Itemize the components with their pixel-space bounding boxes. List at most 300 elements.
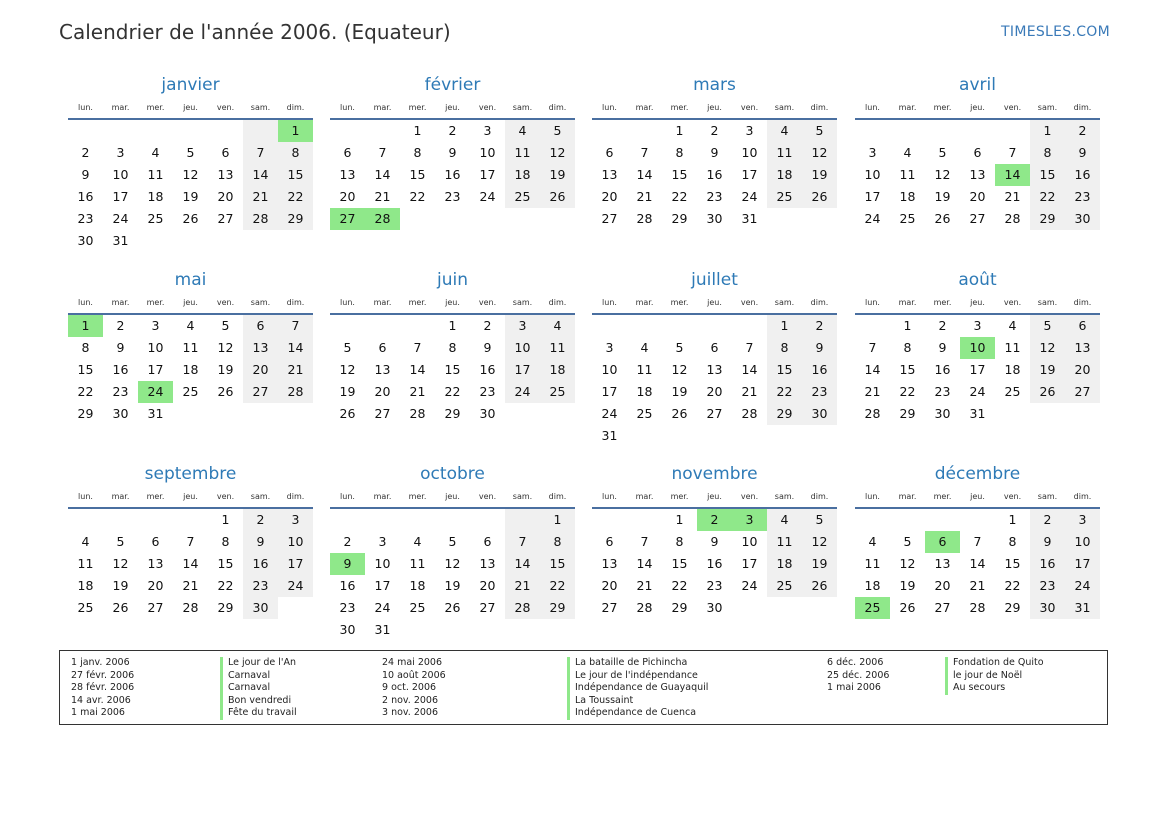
day-cell: 6 bbox=[710, 340, 719, 355]
weekday-label: mar. bbox=[373, 103, 392, 112]
day-cell: 3 bbox=[605, 340, 614, 355]
day-cell: 16 bbox=[934, 362, 951, 377]
legend-holiday-date: 10 août 2006 bbox=[382, 669, 446, 681]
day-cell: 31 bbox=[112, 233, 129, 248]
empty-day-cell bbox=[103, 509, 138, 531]
empty-day-cell bbox=[855, 315, 890, 337]
day-cell: 14 bbox=[243, 164, 278, 186]
day-cell: 12 bbox=[671, 362, 688, 377]
month-2 bbox=[592, 72, 837, 230]
day-cell: 13 bbox=[601, 167, 618, 182]
day-grid bbox=[855, 509, 1100, 619]
day-cell: 11 bbox=[864, 556, 881, 571]
weekday-label: lun. bbox=[602, 103, 617, 112]
empty-day-cell bbox=[627, 315, 662, 337]
site-link[interactable]: TIMESLES.COM bbox=[1001, 24, 1110, 40]
day-cell: 3 bbox=[151, 318, 160, 333]
day-cell: 16 bbox=[77, 189, 94, 204]
day-cell: 2 bbox=[448, 123, 457, 138]
weekday-label: dim. bbox=[810, 103, 829, 112]
weekday-label: sam. bbox=[774, 103, 795, 112]
weekday-label: mer. bbox=[933, 492, 952, 501]
day-cell: 26 bbox=[899, 600, 916, 615]
day-cell: 5 bbox=[186, 145, 195, 160]
day-cell: 29 bbox=[899, 406, 916, 421]
day-cell: 17 bbox=[969, 362, 986, 377]
day-cell: 10 bbox=[1065, 531, 1100, 553]
legend-holiday-date: 14 avr. 2006 bbox=[71, 694, 131, 706]
day-cell: 8 bbox=[413, 145, 422, 160]
day-cell: 25 bbox=[147, 211, 164, 226]
day-cell: 2 bbox=[116, 318, 125, 333]
day-cell: 27 bbox=[147, 600, 164, 615]
holiday-legend bbox=[59, 650, 1108, 725]
day-cell: 15 bbox=[1004, 556, 1021, 571]
weekday-label: jeu. bbox=[970, 492, 985, 501]
weekday-label: dim. bbox=[810, 492, 829, 501]
day-cell: 22 bbox=[1004, 578, 1021, 593]
day-cell: 7 bbox=[640, 534, 649, 549]
weekday-label: mer. bbox=[146, 103, 165, 112]
day-cell: 5 bbox=[938, 145, 947, 160]
weekday-label: ven. bbox=[478, 103, 497, 112]
weekday-label: mar. bbox=[373, 298, 392, 307]
month-3 bbox=[855, 72, 1100, 230]
weekday-label: dim. bbox=[286, 492, 305, 501]
day-cell: 31 bbox=[1065, 597, 1100, 619]
day-cell: 23 bbox=[243, 575, 278, 597]
day-cell: 14 bbox=[409, 362, 426, 377]
month-name: décembre bbox=[934, 464, 1021, 484]
day-cell: 22 bbox=[444, 384, 461, 399]
day-cell: 31 bbox=[147, 406, 164, 421]
day-cell: 5 bbox=[116, 534, 125, 549]
weekday-label: mar. bbox=[898, 492, 917, 501]
day-cell: 28 bbox=[741, 406, 758, 421]
day-cell: 21 bbox=[278, 359, 313, 381]
weekday-label: sam. bbox=[512, 103, 533, 112]
month-name: janvier bbox=[161, 75, 220, 95]
day-cell: 22 bbox=[767, 381, 802, 403]
day-cell: 28 bbox=[969, 600, 986, 615]
day-cell: 26 bbox=[802, 186, 837, 208]
day-cell: 31 bbox=[741, 211, 758, 226]
day-cell: 3 bbox=[868, 145, 877, 160]
day-cell: 16 bbox=[706, 167, 723, 182]
weekday-label: dim. bbox=[548, 492, 567, 501]
weekday-header bbox=[68, 487, 313, 509]
day-cell: 22 bbox=[671, 189, 688, 204]
weekday-label: mer. bbox=[933, 103, 952, 112]
weekday-label: mar. bbox=[111, 103, 130, 112]
day-cell: 12 bbox=[899, 556, 916, 571]
day-cell: 8 bbox=[1008, 534, 1017, 549]
day-cell: 27 bbox=[1065, 381, 1100, 403]
day-cell: 4 bbox=[767, 120, 802, 142]
weekday-header bbox=[68, 293, 313, 315]
day-cell: 9 bbox=[1065, 142, 1100, 164]
weekday-label: ven. bbox=[1003, 492, 1022, 501]
day-cell: 15 bbox=[217, 556, 234, 571]
day-cell: 10 bbox=[147, 340, 164, 355]
empty-day-cell bbox=[243, 120, 278, 142]
day-cell: 4 bbox=[186, 318, 195, 333]
day-cell: 21 bbox=[182, 578, 199, 593]
holiday-day-cell: 9 bbox=[330, 553, 365, 575]
legend-holiday-name: Fête du travail bbox=[220, 707, 297, 720]
day-cell: 31 bbox=[969, 406, 986, 421]
day-cell: 17 bbox=[147, 362, 164, 377]
day-cell: 8 bbox=[448, 340, 457, 355]
day-cell: 1 bbox=[413, 123, 422, 138]
day-cell: 6 bbox=[243, 315, 278, 337]
day-cell: 24 bbox=[1065, 575, 1100, 597]
day-cell: 30 bbox=[1065, 208, 1100, 230]
day-cell: 9 bbox=[1030, 531, 1065, 553]
day-cell: 20 bbox=[147, 578, 164, 593]
day-cell: 18 bbox=[1004, 362, 1021, 377]
day-cell: 30 bbox=[77, 233, 94, 248]
day-cell: 4 bbox=[505, 120, 540, 142]
day-cell: 28 bbox=[409, 406, 426, 421]
day-cell: 11 bbox=[540, 337, 575, 359]
day-cell: 21 bbox=[374, 189, 391, 204]
weekday-label: mar. bbox=[635, 298, 654, 307]
day-cell: 29 bbox=[671, 600, 688, 615]
holiday-day-cell: 1 bbox=[68, 315, 103, 337]
day-cell: 18 bbox=[767, 553, 802, 575]
day-cell: 5 bbox=[221, 318, 230, 333]
day-cell: 15 bbox=[671, 167, 688, 182]
weekday-header bbox=[592, 487, 837, 509]
weekday-label: sam. bbox=[512, 492, 533, 501]
weekday-label: mar. bbox=[635, 103, 654, 112]
day-cell: 17 bbox=[374, 578, 391, 593]
day-cell: 17 bbox=[741, 556, 758, 571]
day-cell: 20 bbox=[374, 384, 391, 399]
empty-day-cell bbox=[400, 315, 435, 337]
weekday-label: ven. bbox=[216, 103, 235, 112]
weekday-header bbox=[592, 98, 837, 120]
day-cell: 7 bbox=[505, 531, 540, 553]
day-grid bbox=[592, 120, 837, 230]
day-cell: 30 bbox=[479, 406, 496, 421]
weekday-label: mar. bbox=[635, 492, 654, 501]
weekday-label: lun. bbox=[602, 298, 617, 307]
legend-holiday-date: 3 nov. 2006 bbox=[382, 707, 438, 719]
weekday-label: dim. bbox=[548, 298, 567, 307]
day-cell: 2 bbox=[483, 318, 492, 333]
day-cell: 7 bbox=[378, 145, 387, 160]
day-cell: 23 bbox=[77, 211, 94, 226]
day-cell: 5 bbox=[448, 534, 457, 549]
day-cell: 19 bbox=[444, 578, 461, 593]
day-cell: 8 bbox=[767, 337, 802, 359]
day-cell: 30 bbox=[112, 406, 129, 421]
day-cell: 12 bbox=[934, 167, 951, 182]
day-cell: 3 bbox=[505, 315, 540, 337]
weekday-label: mer. bbox=[670, 103, 689, 112]
empty-day-cell bbox=[890, 120, 925, 142]
day-cell: 4 bbox=[413, 534, 422, 549]
empty-day-cell bbox=[330, 120, 365, 142]
day-cell: 23 bbox=[934, 384, 951, 399]
day-cell: 15 bbox=[77, 362, 94, 377]
weekday-label: sam. bbox=[250, 103, 271, 112]
empty-day-cell bbox=[505, 509, 540, 531]
day-cell: 14 bbox=[278, 337, 313, 359]
day-grid bbox=[68, 509, 313, 619]
empty-day-cell bbox=[330, 315, 365, 337]
day-cell: 14 bbox=[864, 362, 881, 377]
day-cell: 1 bbox=[675, 123, 684, 138]
day-cell: 19 bbox=[899, 578, 916, 593]
legend-holiday-name: Fondation de Quito bbox=[945, 657, 1044, 670]
day-cell: 23 bbox=[444, 189, 461, 204]
day-cell: 13 bbox=[706, 362, 723, 377]
day-cell: 9 bbox=[710, 145, 719, 160]
day-cell: 19 bbox=[802, 164, 837, 186]
day-cell: 18 bbox=[636, 384, 653, 399]
day-cell: 25 bbox=[540, 381, 575, 403]
day-cell: 27 bbox=[243, 381, 278, 403]
day-cell: 20 bbox=[601, 578, 618, 593]
day-cell: 18 bbox=[409, 578, 426, 593]
day-grid bbox=[68, 120, 313, 252]
weekday-label: dim. bbox=[548, 103, 567, 112]
day-cell: 8 bbox=[903, 340, 912, 355]
day-cell: 12 bbox=[217, 340, 234, 355]
legend-holiday-name: Indépendance de Cuenca bbox=[567, 707, 708, 720]
legend-holiday-date: 25 déc. 2006 bbox=[827, 669, 890, 681]
empty-day-cell bbox=[68, 120, 103, 142]
month-5 bbox=[330, 267, 575, 425]
weekday-label: ven. bbox=[740, 103, 759, 112]
legend-holiday-name: La bataille de Pichincha bbox=[567, 657, 708, 670]
empty-day-cell bbox=[365, 509, 400, 531]
day-cell: 6 bbox=[605, 145, 614, 160]
day-cell: 8 bbox=[81, 340, 90, 355]
weekday-header bbox=[592, 293, 837, 315]
weekday-header bbox=[68, 98, 313, 120]
weekday-label: mer. bbox=[408, 298, 427, 307]
month-name: septembre bbox=[144, 464, 237, 484]
day-cell: 11 bbox=[182, 340, 199, 355]
day-cell: 19 bbox=[934, 189, 951, 204]
weekday-label: lun. bbox=[865, 298, 880, 307]
day-cell: 13 bbox=[339, 167, 356, 182]
day-cell: 19 bbox=[339, 384, 356, 399]
day-cell: 18 bbox=[182, 362, 199, 377]
day-cell: 24 bbox=[479, 189, 496, 204]
day-cell: 11 bbox=[1004, 340, 1021, 355]
day-cell: 10 bbox=[741, 145, 758, 160]
day-cell: 20 bbox=[934, 578, 951, 593]
day-cell: 12 bbox=[1030, 337, 1065, 359]
day-cell: 4 bbox=[540, 315, 575, 337]
day-cell: 12 bbox=[444, 556, 461, 571]
day-grid bbox=[330, 120, 575, 230]
day-cell: 4 bbox=[151, 145, 160, 160]
day-cell: 18 bbox=[147, 189, 164, 204]
day-cell: 21 bbox=[1004, 189, 1021, 204]
weekday-label: jeu. bbox=[707, 103, 722, 112]
day-grid bbox=[855, 315, 1100, 425]
month-name: juillet bbox=[691, 270, 738, 290]
day-cell: 31 bbox=[601, 428, 618, 443]
empty-day-cell bbox=[592, 315, 627, 337]
day-cell: 13 bbox=[243, 337, 278, 359]
day-cell: 19 bbox=[217, 362, 234, 377]
day-cell: 30 bbox=[243, 597, 278, 619]
month-10 bbox=[592, 461, 837, 619]
day-cell: 16 bbox=[1065, 164, 1100, 186]
day-cell: 10 bbox=[479, 145, 496, 160]
weekday-label: ven. bbox=[1003, 103, 1022, 112]
day-cell: 20 bbox=[969, 189, 986, 204]
day-cell: 6 bbox=[221, 145, 230, 160]
empty-day-cell bbox=[435, 509, 470, 531]
weekday-label: ven. bbox=[216, 492, 235, 501]
day-cell: 3 bbox=[378, 534, 387, 549]
weekday-label: mar. bbox=[111, 492, 130, 501]
day-cell: 18 bbox=[540, 359, 575, 381]
empty-day-cell bbox=[925, 120, 960, 142]
holiday-day-cell: 2 bbox=[697, 509, 732, 531]
weekday-label: jeu. bbox=[183, 298, 198, 307]
legend-holiday-name: le jour de Noël bbox=[945, 670, 1044, 683]
day-cell: 28 bbox=[636, 600, 653, 615]
day-cell: 2 bbox=[1030, 509, 1065, 531]
empty-day-cell bbox=[890, 509, 925, 531]
month-name: février bbox=[424, 75, 481, 95]
legend-holiday-date: 1 janv. 2006 bbox=[71, 657, 130, 668]
weekday-header bbox=[855, 487, 1100, 509]
day-cell: 27 bbox=[969, 211, 986, 226]
day-cell: 8 bbox=[278, 142, 313, 164]
day-cell: 6 bbox=[483, 534, 492, 549]
day-cell: 24 bbox=[601, 406, 618, 421]
legend-names-col-2 bbox=[567, 657, 708, 720]
day-cell: 13 bbox=[217, 167, 234, 182]
empty-day-cell bbox=[925, 509, 960, 531]
day-cell: 4 bbox=[1008, 318, 1017, 333]
empty-day-cell bbox=[173, 509, 208, 531]
day-cell: 26 bbox=[934, 211, 951, 226]
day-cell: 3 bbox=[973, 318, 982, 333]
holiday-day-cell: 24 bbox=[138, 381, 173, 403]
day-cell: 21 bbox=[969, 578, 986, 593]
weekday-label: lun. bbox=[340, 492, 355, 501]
day-cell: 16 bbox=[802, 359, 837, 381]
day-cell: 11 bbox=[77, 556, 94, 571]
weekday-header bbox=[855, 293, 1100, 315]
legend-holiday-date: 28 févr. 2006 bbox=[71, 682, 135, 694]
day-cell: 23 bbox=[479, 384, 496, 399]
weekday-label: ven. bbox=[740, 492, 759, 501]
weekday-label: jeu. bbox=[183, 492, 198, 501]
day-cell: 13 bbox=[147, 556, 164, 571]
weekday-label: ven. bbox=[1003, 298, 1022, 307]
day-cell: 13 bbox=[934, 556, 951, 571]
month-name: avril bbox=[959, 75, 996, 95]
day-cell: 11 bbox=[767, 142, 802, 164]
day-cell: 21 bbox=[741, 384, 758, 399]
weekday-label: ven. bbox=[216, 298, 235, 307]
weekday-label: sam. bbox=[1037, 103, 1058, 112]
day-cell: 19 bbox=[1030, 359, 1065, 381]
empty-day-cell bbox=[960, 120, 995, 142]
empty-day-cell bbox=[365, 315, 400, 337]
month-0 bbox=[68, 72, 313, 252]
month-8 bbox=[68, 461, 313, 619]
day-cell: 23 bbox=[1065, 186, 1100, 208]
day-cell: 12 bbox=[802, 531, 837, 553]
empty-day-cell bbox=[855, 120, 890, 142]
day-cell: 17 bbox=[479, 167, 496, 182]
month-11 bbox=[855, 461, 1100, 619]
legend-holiday-date: 24 mai 2006 bbox=[382, 657, 443, 668]
day-cell: 8 bbox=[221, 534, 230, 549]
day-cell: 25 bbox=[767, 186, 802, 208]
empty-day-cell bbox=[138, 509, 173, 531]
day-cell: 30 bbox=[706, 211, 723, 226]
month-name: août bbox=[958, 270, 997, 290]
day-cell: 14 bbox=[741, 362, 758, 377]
day-cell: 1 bbox=[675, 512, 684, 527]
day-cell: 23 bbox=[706, 578, 723, 593]
weekday-header bbox=[330, 98, 575, 120]
day-cell: 10 bbox=[601, 362, 618, 377]
day-cell: 17 bbox=[601, 384, 618, 399]
day-cell: 5 bbox=[903, 534, 912, 549]
day-cell: 16 bbox=[1030, 553, 1065, 575]
day-cell: 21 bbox=[636, 189, 653, 204]
empty-day-cell bbox=[855, 509, 890, 531]
empty-day-cell bbox=[627, 120, 662, 142]
day-cell: 12 bbox=[182, 167, 199, 182]
day-cell: 16 bbox=[479, 362, 496, 377]
day-cell: 29 bbox=[540, 597, 575, 619]
legend-holiday-name: Le jour de l'An bbox=[220, 657, 297, 670]
day-cell: 29 bbox=[217, 600, 234, 615]
day-cell: 28 bbox=[636, 211, 653, 226]
holiday-day-cell: 3 bbox=[732, 509, 767, 531]
day-grid bbox=[592, 509, 837, 619]
month-6 bbox=[592, 267, 837, 447]
day-cell: 3 bbox=[278, 509, 313, 531]
day-cell: 14 bbox=[374, 167, 391, 182]
weekday-label: sam. bbox=[1037, 492, 1058, 501]
day-cell: 28 bbox=[1004, 211, 1021, 226]
weekday-label: lun. bbox=[78, 492, 93, 501]
day-cell: 13 bbox=[969, 167, 986, 182]
day-cell: 4 bbox=[868, 534, 877, 549]
day-cell: 25 bbox=[767, 575, 802, 597]
day-cell: 20 bbox=[1065, 359, 1100, 381]
legend-holiday-date: 2 nov. 2006 bbox=[382, 694, 438, 706]
weekday-label: ven. bbox=[740, 298, 759, 307]
month-name: octobre bbox=[420, 464, 485, 484]
weekday-label: jeu. bbox=[707, 298, 722, 307]
day-cell: 23 bbox=[802, 381, 837, 403]
day-grid bbox=[592, 315, 837, 447]
day-cell: 3 bbox=[483, 123, 492, 138]
day-cell: 7 bbox=[413, 340, 422, 355]
weekday-label: jeu. bbox=[707, 492, 722, 501]
day-cell: 13 bbox=[374, 362, 391, 377]
empty-day-cell bbox=[627, 509, 662, 531]
